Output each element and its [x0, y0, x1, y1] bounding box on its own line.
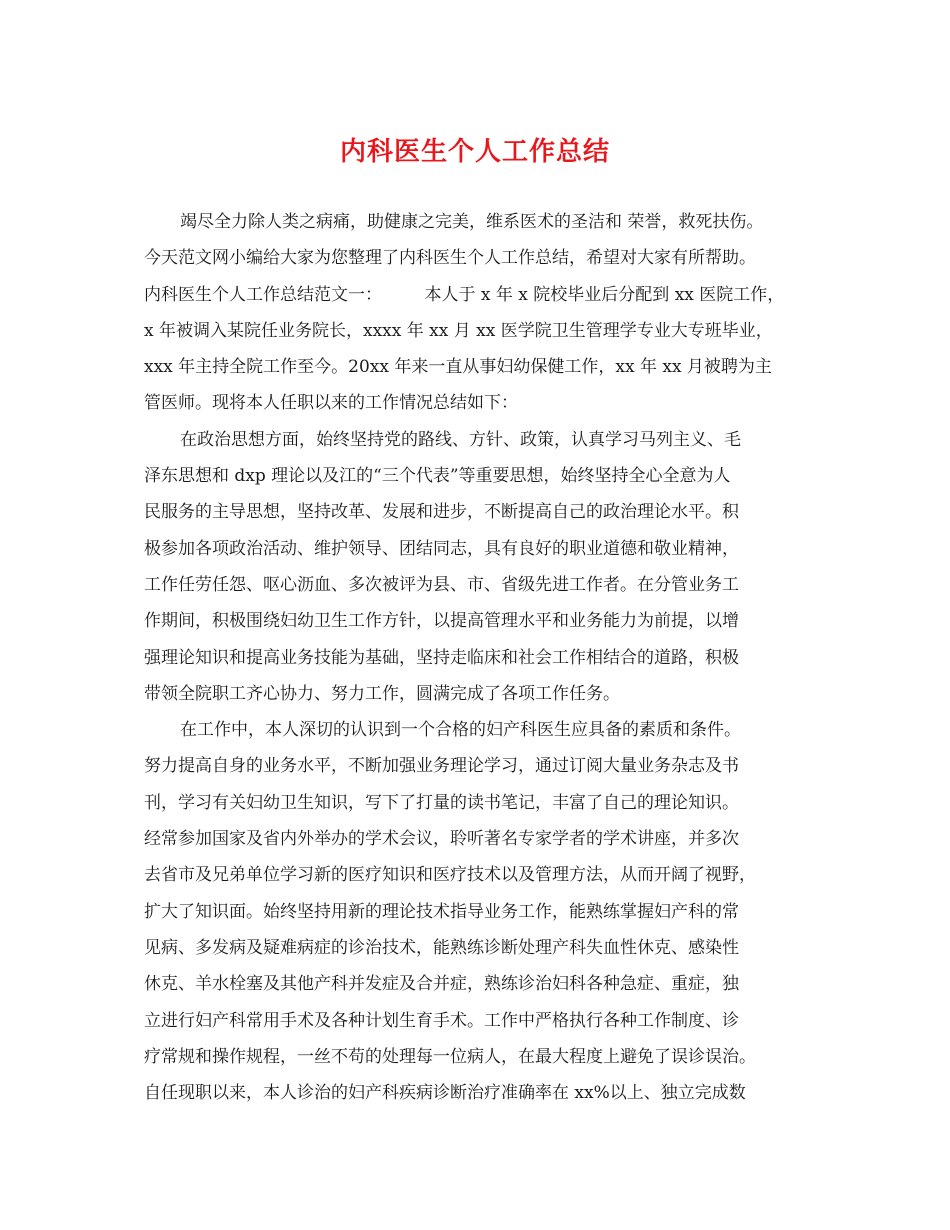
text-line: 强理论知识和提高业务技能为基础，坚持走临床和社会工作相结合的道路，积极	[144, 647, 739, 668]
text-line: 去省市及兄弟单位学习新的医疗知识和医疗技术以及管理方法，从而开阔了视野，	[144, 865, 756, 886]
text-line: 竭尽全力除人类之病痛，助健康之完美，维系医术的圣洁和 荣誉，救死扶伤。	[180, 212, 764, 232]
text-line: 扩大了知识面。始终坚持用新的理论技术指导业务工作，能熟练掌握妇产科的常	[144, 901, 739, 922]
document-title: 内科医生个人工作总结	[339, 137, 610, 167]
text-line: 立进行妇产科常用手术及各种计划生育手术。工作中严格执行各种工作制度、诊	[144, 1010, 739, 1031]
text-line: 在工作中，本人深切的认识到一个合格的妇产科医生应具备的素质和条件。	[180, 720, 741, 741]
text-line: x 年被调入某院任业务院长，xxxx 年 xx 月 xx 医学院卫生管理学专业大专班毕业，	[144, 320, 773, 341]
document-body	[144, 204, 824, 1111]
text-line: 内科医生个人工作总结范文一： 本人于 x 年 x 院校毕业后分配到 xx 医院工作，	[144, 284, 785, 305]
text-line: 民服务的主导思想，坚持改革、发展和进步，不断提高自己的政治理论水平。积	[144, 502, 739, 523]
text-line: 带领全院职工齐心协力、努力工作，圆满完成了各项工作任务。	[144, 683, 620, 704]
text-line: 刊，学习有关妇幼卫生知识，写下了打量的读书笔记，丰富了自己的理论知识。	[144, 792, 739, 813]
text-line: 休克、羊水栓塞及其他产科并发症及合并症，熟练诊治妇科各种急症、重症，独	[144, 974, 739, 995]
text-line: 工作任劳任怨、呕心沥血、多次被评为县、市、省级先进工作者。在分管业务工	[144, 574, 739, 595]
text-line: 在政治思想方面，始终坚持党的路线、方针、政策，认真学习马列主义、毛	[180, 429, 741, 450]
text-line: 泽东思想和 dxp 理论以及江的“三个代表”等重要思想，始终坚持全心全意为人	[144, 466, 731, 487]
text-line: 极参加各项政治活动、维护领导、团结同志，具有良好的职业道德和敬业精神，	[144, 538, 739, 559]
text-line: 今天范文网小编给大家为您整理了内科医生个人工作总结，希望对大家有所帮助。	[144, 248, 756, 269]
text-line: 管医师。现将本人任职以来的工作情况总结如下：	[144, 393, 518, 414]
text-line: 努力提高自身的业务水平，不断加强业务理论学习，通过订阅大量业务杂志及书	[144, 756, 739, 777]
text-line: 见病、多发病及疑难病症的诊治技术，能熟练诊断处理产科失血性休克、感染性	[144, 937, 739, 958]
text-line: 疗常规和操作规程，一丝不苟的处理每一位病人，在最大程度上避免了误诊误治。	[144, 1046, 756, 1067]
text-line: xxx 年主持全院工作至今。20xx 年来一直从事妇幼保健工作，xx 年 xx 月被聘为主	[144, 357, 772, 378]
text-line: 自任现职以来，本人诊治的妇产科疾病诊断治疗准确率在 xx%以上、独立完成数	[144, 1083, 746, 1104]
text-line: 经常参加国家及省内外举办的学术会议，聆听著名专家学者的学术讲座，并多次	[144, 829, 739, 850]
text-line: 作期间，积极围绕妇幼卫生工作方针，以提高管理水平和业务能力为前提，以增	[144, 611, 739, 632]
